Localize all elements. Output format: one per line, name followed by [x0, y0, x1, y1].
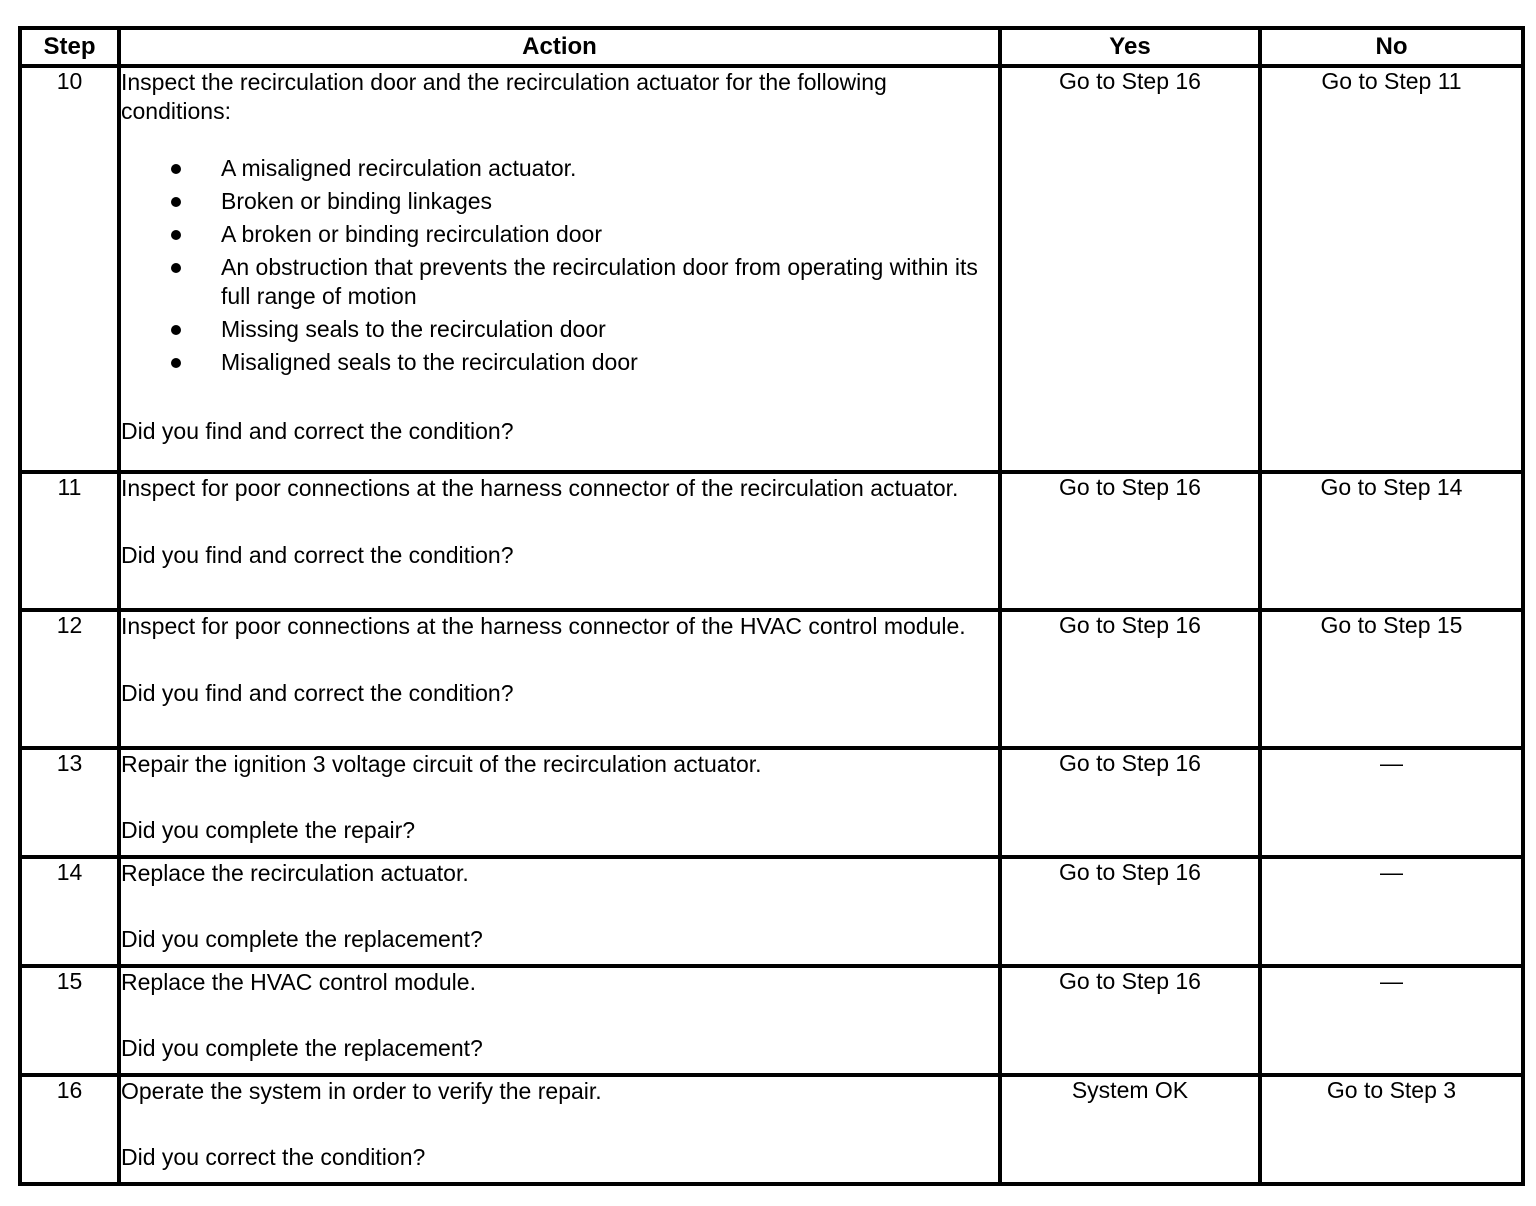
- yes-cell: System OK: [1000, 1075, 1260, 1184]
- table-row: [20, 966, 1523, 1075]
- yes-cell: Go to Step 16: [1000, 966, 1260, 1075]
- action-cell: [119, 610, 1000, 748]
- action-cell: [119, 857, 1000, 966]
- step-number: 14: [20, 857, 119, 966]
- action-text: Operate the system in order to verify the repair.: [121, 1078, 602, 1104]
- bullet-icon: [171, 197, 181, 207]
- list-item: [121, 348, 998, 377]
- list-item: [121, 187, 998, 216]
- no-cell: —: [1260, 748, 1523, 857]
- condition-text: A misaligned recirculation actuator.: [221, 155, 577, 181]
- header-yes: Yes: [1000, 28, 1260, 66]
- action-text: Inspect for poor connections at the harness connector of the recirculation actuator.: [121, 475, 959, 501]
- bullet-icon: [171, 358, 181, 368]
- bullet-icon: [171, 325, 181, 335]
- conditions-list: [121, 154, 998, 377]
- table-row: [20, 1075, 1523, 1184]
- question-text: Did you correct the condition?: [121, 1144, 426, 1170]
- action-text: Inspect for poor connections at the harness connector of the HVAC control module.: [121, 613, 966, 639]
- yes-cell: Go to Step 16: [1000, 472, 1260, 610]
- no-cell: —: [1260, 966, 1523, 1075]
- action-cell: [119, 66, 1000, 472]
- action-text: Repair the ignition 3 voltage circuit of the recirculation actuator.: [121, 751, 762, 777]
- list-item: [121, 253, 998, 311]
- table-row: [20, 610, 1523, 748]
- table-header-row: [20, 28, 1523, 66]
- no-cell: Go to Step 3: [1260, 1075, 1523, 1184]
- question-text: Did you complete the replacement?: [121, 1035, 483, 1061]
- question-text: Did you complete the replacement?: [121, 926, 483, 952]
- table-row: [20, 748, 1523, 857]
- condition-text: Misaligned seals to the recirculation door: [221, 349, 638, 375]
- yes-cell: Go to Step 16: [1000, 66, 1260, 472]
- condition-text: A broken or binding recirculation door: [221, 221, 603, 247]
- action-text: Replace the HVAC control module.: [121, 969, 476, 995]
- step-number: 11: [20, 472, 119, 610]
- action-cell: [119, 966, 1000, 1075]
- yes-cell: Go to Step 16: [1000, 610, 1260, 748]
- list-item: [121, 220, 998, 249]
- table-row: [20, 857, 1523, 966]
- step-number: 12: [20, 610, 119, 748]
- action-cell: [119, 748, 1000, 857]
- step-number: 13: [20, 748, 119, 857]
- table-row: [20, 472, 1523, 610]
- header-no: No: [1260, 28, 1523, 66]
- header-step: Step: [20, 28, 119, 66]
- list-item: [121, 154, 998, 183]
- yes-cell: Go to Step 16: [1000, 857, 1260, 966]
- action-text: Replace the recirculation actuator.: [121, 860, 469, 886]
- condition-text: Missing seals to the recirculation door: [221, 316, 606, 342]
- step-number: 16: [20, 1075, 119, 1184]
- bullet-icon: [171, 230, 181, 240]
- action-cell: [119, 472, 1000, 610]
- question-text: Did you find and correct the condition?: [121, 542, 514, 568]
- action-cell: [119, 1075, 1000, 1184]
- no-cell: —: [1260, 857, 1523, 966]
- question-text: Did you complete the repair?: [121, 817, 416, 843]
- question-text: Did you find and correct the condition?: [121, 418, 514, 444]
- condition-text: Broken or binding linkages: [221, 188, 493, 214]
- no-cell: Go to Step 11: [1260, 66, 1523, 472]
- header-action: Action: [119, 28, 1000, 66]
- step-number: 15: [20, 966, 119, 1075]
- bullet-icon: [171, 263, 181, 273]
- step-number: 10: [20, 66, 119, 472]
- question-text: Did you find and correct the condition?: [121, 680, 514, 706]
- no-cell: Go to Step 14: [1260, 472, 1523, 610]
- condition-text: An obstruction that prevents the recirculation door from operating within its full range of motion: [221, 254, 978, 309]
- diagnostic-table: [18, 26, 1525, 1186]
- yes-cell: Go to Step 16: [1000, 748, 1260, 857]
- list-item: [121, 315, 998, 344]
- bullet-icon: [171, 164, 181, 174]
- table-row: [20, 66, 1523, 472]
- action-text: Inspect the recirculation door and the recirculation actuator for the following conditions:: [121, 69, 887, 124]
- no-cell: Go to Step 15: [1260, 610, 1523, 748]
